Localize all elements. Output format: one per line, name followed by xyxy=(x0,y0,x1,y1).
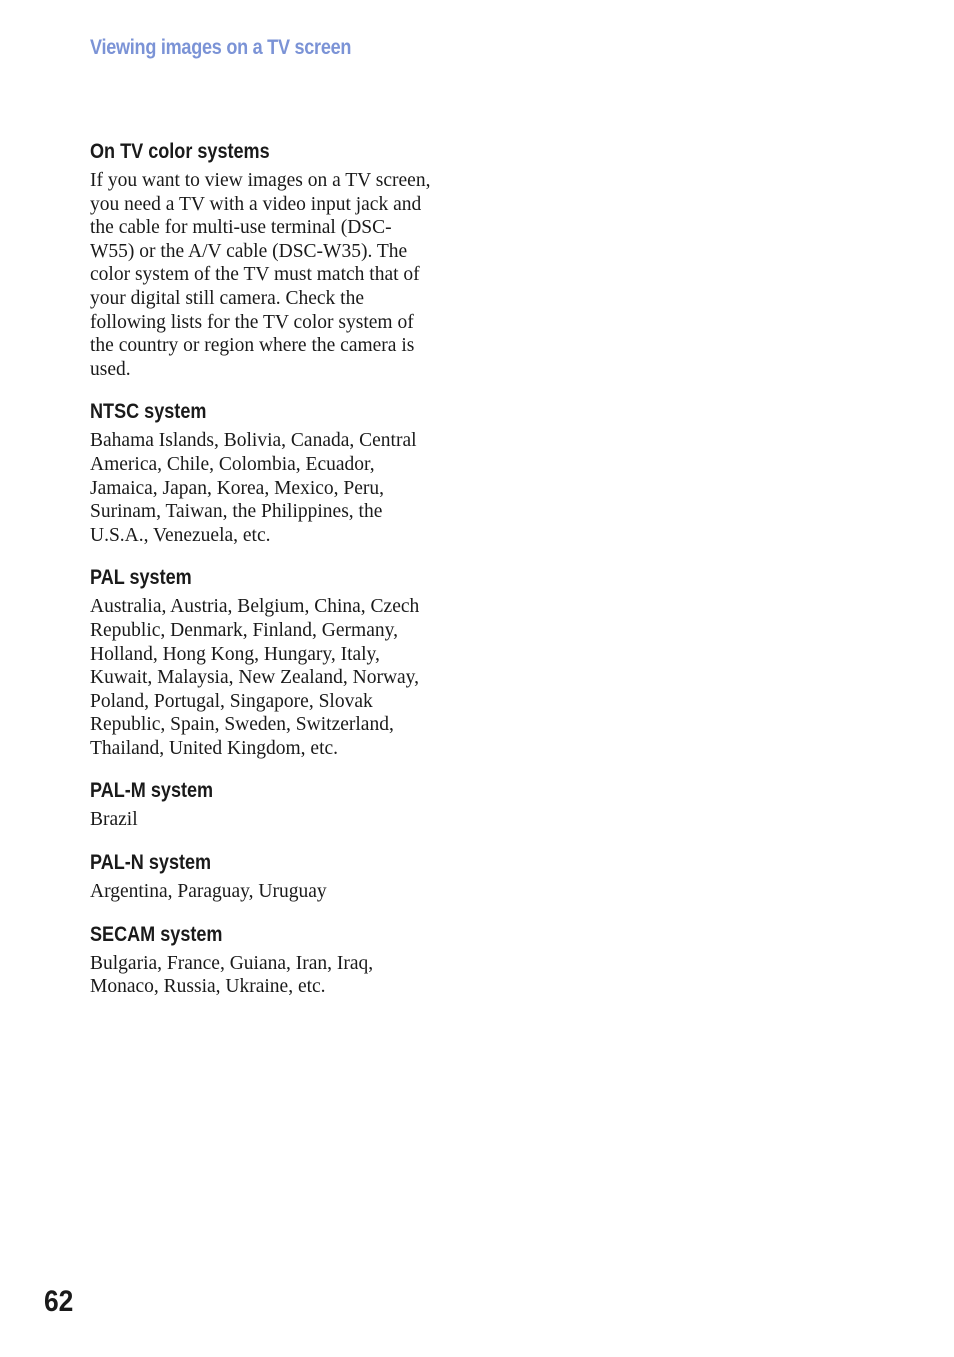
text-line: Monaco, Russia, Ukraine, etc. xyxy=(90,976,326,998)
text-line: following lists for the TV color system of xyxy=(90,311,414,333)
text-line: Kuwait, Malaysia, New Zealand, Norway, xyxy=(90,667,420,689)
page-content xyxy=(90,137,470,999)
section-body xyxy=(90,169,470,381)
section-pal-m-system xyxy=(90,776,470,832)
text-line: U.S.A., Venezuela, etc. xyxy=(90,524,271,546)
text-line: Holland, Hong Kong, Hungary, Italy, xyxy=(90,643,380,665)
text-line: Jamaica, Japan, Korea, Mexico, Peru, xyxy=(90,477,385,499)
text-line: Republic, Spain, Sweden, Switzerland, xyxy=(90,714,394,736)
section-body xyxy=(90,880,470,904)
section-secam-system xyxy=(90,920,470,999)
text-line: Brazil xyxy=(90,809,138,831)
section-pal-system xyxy=(90,563,470,760)
text-line: used. xyxy=(90,358,131,380)
section-heading: PAL-N system xyxy=(90,851,212,875)
running-head: Viewing images on a TV screen xyxy=(90,36,352,59)
section-heading: SECAM system xyxy=(90,922,223,946)
section-heading: PAL system xyxy=(90,566,192,590)
text-line: Australia, Austria, Belgium, China, Czech xyxy=(90,596,420,618)
section-heading: NTSC system xyxy=(90,400,207,424)
text-line: Argentina, Paraguay, Uruguay xyxy=(90,881,327,903)
text-line: America, Chile, Colombia, Ecuador, xyxy=(90,453,375,475)
section-heading: PAL-M system xyxy=(90,779,214,803)
text-line: Thailand, United Kingdom, etc. xyxy=(90,737,339,759)
section-pal-n-system xyxy=(90,848,470,904)
text-line: color system of the TV must match that of xyxy=(90,264,420,286)
text-line: Bahama Islands, Bolivia, Canada, Central xyxy=(90,430,417,452)
text-line: the cable for multi-use terminal (DSC- xyxy=(90,217,392,239)
text-line: Bulgaria, France, Guiana, Iran, Iraq, xyxy=(90,952,374,974)
text-line: If you want to view images on a TV screen, xyxy=(90,170,431,191)
section-heading: On TV color systems xyxy=(90,140,270,163)
section-body xyxy=(90,429,470,547)
section-ntsc-system xyxy=(90,397,470,547)
text-line: your digital still camera. Check the xyxy=(90,287,364,309)
page-number: 62 xyxy=(44,1285,74,1318)
text-line: W55) or the A/V cable (DSC-W35). The xyxy=(90,240,408,262)
section-tv-color-systems xyxy=(90,137,470,381)
text-line: Republic, Denmark, Finland, Germany, xyxy=(90,619,398,641)
text-line: Poland, Portugal, Singapore, Slovak xyxy=(90,690,373,712)
text-line: you need a TV with a video input jack and xyxy=(90,193,422,215)
text-line: Surinam, Taiwan, the Philippines, the xyxy=(90,501,383,523)
text-line: the country or region where the camera is xyxy=(90,335,415,357)
section-body xyxy=(90,595,470,760)
section-body xyxy=(90,808,470,832)
section-body xyxy=(90,952,470,999)
